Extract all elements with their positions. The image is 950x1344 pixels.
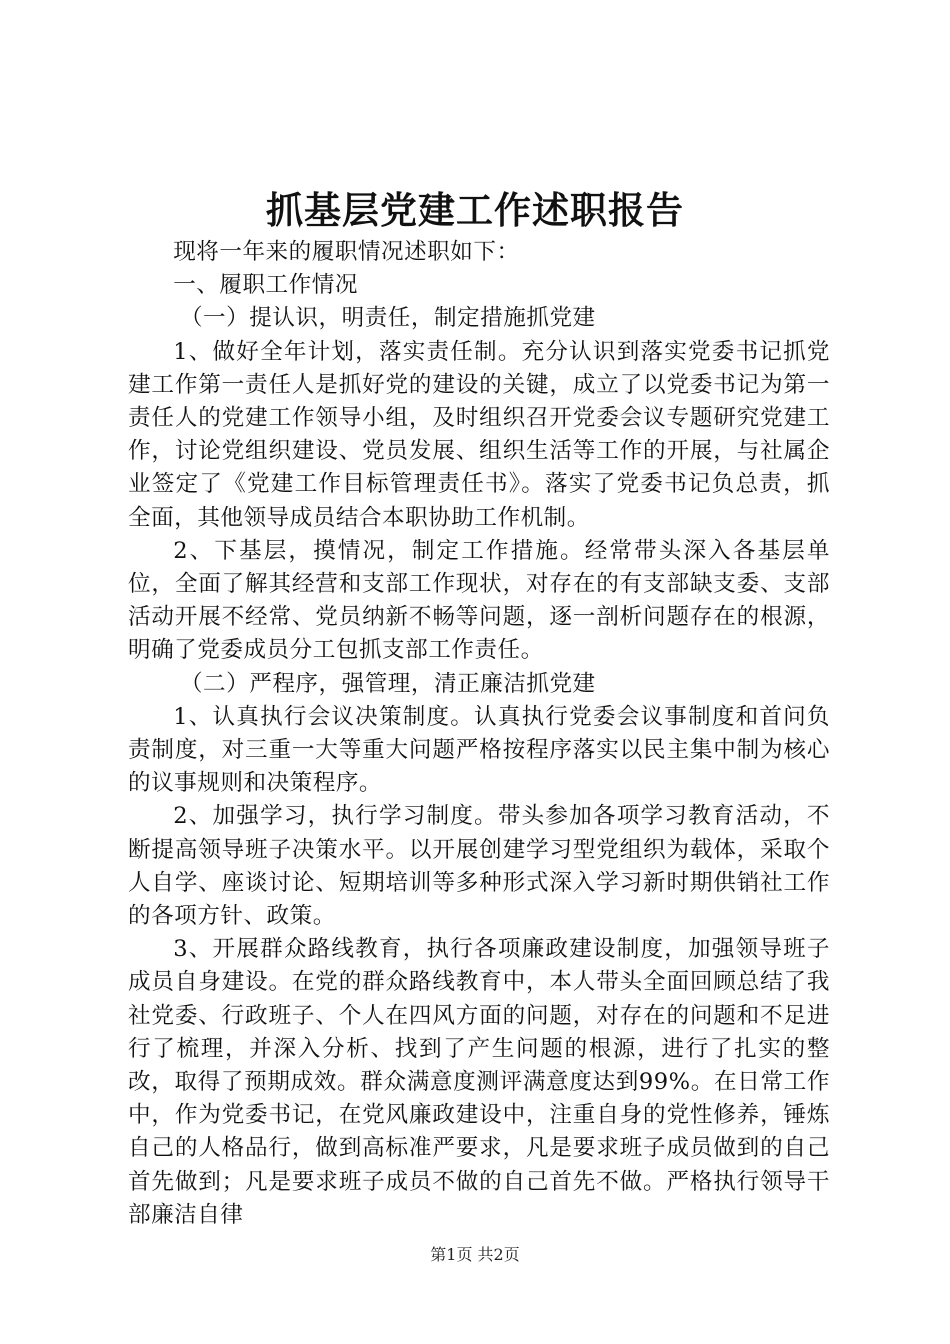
body-paragraph: 1、认真执行会议决策制度。认真执行党委会议事制度和首问负责制度，对三重一大等重大问题严格按程序落实以民主集中制为核心的议事规则和决策程序。 (128, 703, 830, 797)
body-paragraph: 2、加强学习，执行学习制度。带头参加各项学习教育活动，不断提高领导班子决策水平。以开展创建学习型党组织为载体，采取个人自学、座谈讨论、短期培训等多种形式深入学习新时期供销社工作的各项方针、政策。 (128, 803, 830, 930)
document-title: 抓基层党建工作述职报告 (266, 188, 684, 232)
document-body (128, 236, 830, 1232)
body-paragraph: 1、做好全年计划，落实责任制。充分认识到落实党委书记抓党建工作第一责任人是抓好党的建设的关键，成立了以党委书记为第一责任人的党建工作领导小组，及时组织召开党委会议专题研究党建工作，讨论党组织建设、党员发展、组织生活等工作的开展，与社属企业签定了《党建工作目标管理责任书》。落实了党委书记负总责，抓全面，其他领导成员结合本职协助工作机制。 (128, 338, 830, 531)
subsection-heading: （二）严程序，强管理，清正廉洁抓党建 (179, 670, 596, 697)
section-heading: 一、履职工作情况 (173, 272, 358, 299)
subsection-heading: （一）提认识，明责任，制定措施抓党建 (179, 305, 596, 332)
body-paragraph: 3、开展群众路线教育，执行各项廉政建设制度，加强领导班子成员自身建设。在党的群众路线教育中，本人带头全面回顾总结了我社党委、行政班子、个人在四风方面的问题，对存在的问题和不足进行了梳理，并深入分析、找到了产生问题的根源，进行了扎实的整改，取得了预期成效。群众满意度测评满意度达到99%。在日常工作中，作为党委书记，在党风廉政建设中，注重自身的党性修养，锤炼自己的人格品行，做到高标准严要求，凡是要求班子成员做到的自己首先做到；凡是要求班子成员不做的自己首先不做。严格执行领导干部廉洁自律 (128, 936, 830, 1228)
page-number: 第1页 共2页 (430, 1245, 520, 1264)
intro-paragraph: 现将一年来的履职情况述职如下： (173, 239, 520, 265)
body-paragraph: 2、下基层，摸情况，制定工作措施。经常带头深入各基层单位，全面了解其经营和支部工作现状，对存在的有支部缺支委、支部活动开展不经常、党员纳新不畅等问题，逐一剖析问题存在的根源，明确了党委成员分工包抓支部工作责任。 (128, 537, 830, 664)
